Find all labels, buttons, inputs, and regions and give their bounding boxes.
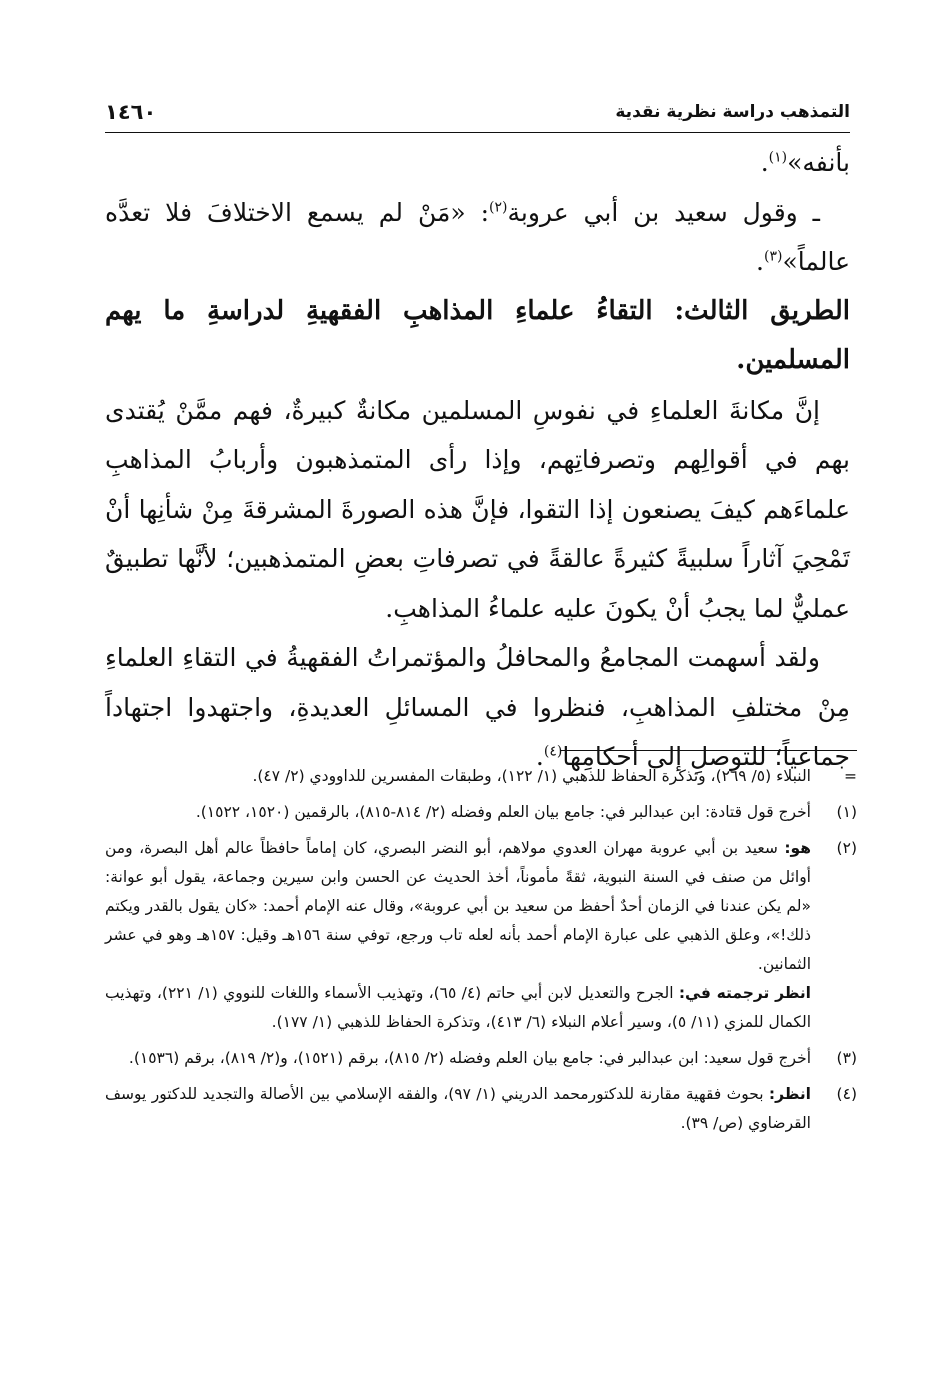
running-title: التمذهب دراسة نظرية نقدية — [615, 102, 850, 122]
paragraph-2-part2: : «مَنْ لم يسمع الاختلافَ فلا تعدَّه عالماً» — [105, 197, 850, 276]
paragraph-1-end: . — [760, 148, 769, 177]
footnote-label-2: انظر ترجمته في: — [678, 984, 811, 1002]
page-header — [105, 98, 850, 133]
paragraph-2-part1: ـ وقول سعيد بن أبي عروبة — [507, 197, 820, 227]
footnote-4 — [105, 1080, 857, 1138]
footnote-text: أخرج قول قتادة: ابن عبدالبر في: جامع بيان العلم وفضله (٢/ ٨١٤-٨١٥)، بالرقمين (١٥٢٠، ١٥٢٢). — [195, 803, 811, 821]
section-heading: الطريق الثالث: التقاءُ علماءِ المذاهبِ الفقهيةِ لدراسةِ ما يهم المسلمين. — [105, 295, 850, 375]
footnotes — [105, 762, 857, 1145]
footnote-body-2: الجرح والتعديل لابن أبي حاتم (٤/ ٦٥)، وتهذيب الأسماء واللغات للنووي (١/ ٢٢١)، وتهذيب الكمال للمزي (١١/ ٥)، وسير أعلام النبلاء (٦/ ٤١٣)، وتذكرة الحفاظ للذهبي (١/ ١٧٧). — [105, 984, 811, 1031]
footnote-marker: (٢) — [836, 839, 857, 857]
footnote-marker: (٣) — [836, 1049, 857, 1067]
footnote-ref-3: (٣) — [764, 248, 783, 265]
footnote-text — [105, 1080, 811, 1138]
paragraph-4-text: ولقد أسهمت المجامعُ والمحافلُ والمؤتمراتُ الفقهيةُ في التقاءِ العلماءِ مِنْ مختلفِ المذاهبِ، فنظروا في المسائلِ العديدةِ، واجتهدوا اجتهاداً جماعياً؛ للتوصلِ إلى أحكامِها — [105, 643, 850, 771]
page-number: ١٤٦٠ — [105, 100, 157, 124]
footnote-marker: (١) — [836, 803, 857, 821]
footnote-body: سعيد بن أبي عروبة مهران العدوي مولاهم، أبو النضر البصري، كان إماماً حافظاً عالم أهل البصرة، ومن أوائل من صنف في السنة النبوية، ثقةً مأموناً، أخذ الحديث عن الحسن وابن سيرين وجماعة، يقول أبو عوانة: «لم يكن عندنا في الزمان أحدٌ أحفظ من سعيد بن أبي عروبة»، وقال عنه الإمام أحمد: «كان يقول بالقدر ويكتم ذلك!»، وعلق الذهبي على عبارة الإمام أحمد بأنه لعله تاب ورجع، توفي سنة ١٥٦هـ وقيل: ١٥٧هـ وهو في عشر الثمانين. — [105, 839, 811, 973]
footnote-label: هو: — [784, 839, 811, 857]
footnote-2 — [105, 834, 857, 1037]
paragraph-4 — [105, 633, 850, 782]
footnote-marker: (٤) — [836, 1085, 857, 1103]
footnote-ref-2: (٢) — [489, 199, 508, 216]
paragraph-1 — [105, 138, 850, 188]
paragraph-2 — [105, 188, 850, 287]
footnote-text: النبلاء (٥/ ٢٦٩)، وتذكرة الحفاظ للذهبي (١/ ١٢٢)، وطبقات المفسرين للداوودي (٢/ ٤٧). — [252, 767, 811, 785]
footnote-marker: = — [844, 767, 857, 785]
footnote-divider — [560, 750, 857, 751]
paragraph-4-end: . — [535, 742, 544, 771]
footnote-continuation — [105, 762, 857, 791]
paragraph-2-end: . — [756, 247, 764, 276]
main-text — [105, 138, 850, 782]
footnote-3 — [105, 1044, 857, 1073]
footnote-ref-4: (٤) — [543, 743, 563, 760]
footnote-text: أخرج قول سعيد: ابن عبدالبر في: جامع بيان العلم وفضله (٢/ ٨١٥)، برقم (١٥٢١)، و(٢/ ٨١٩)، برقم (١٥٣٦). — [128, 1049, 811, 1067]
footnote-ref-1: (١) — [768, 149, 788, 166]
footnote-body: بحوث فقهية مقارنة للدكتورمحمد الدريني (١/ ٩٧)، والفقه الإسلامي بين الأصالة والتجديد للدكتور يوسف القرضاوي (ص/ ٣٩). — [105, 1085, 811, 1132]
paragraph-3: إنَّ مكانةَ العلماءِ في نفوسِ المسلمين مكانةٌ كبيرةٌ، فهم ممَّنْ يُقتدى بهم في أقوالِهم وتصرفاتِهم، وإذا رأى المتمذهبون وأربابُ المذاهبِ علماءَهم كيفَ يصنعون إذا التقوا، فإنَّ هذه الصورةَ المشرقةَ مِنْ شأنِها أنْ تَمْحِيَ آثاراً سلبيةً كثيرةً عالقةً في تصرفاتِ بعضِ المتمذهبين؛ لأنَّها تطبيقٌ عمليٌّ لما يجبُ أنْ يكونَ عليه علماءُ المذاهبِ. — [105, 395, 850, 623]
footnote-text — [105, 834, 811, 1037]
footnote-label: انظر: — [768, 1085, 811, 1103]
paragraph-1-text: بأنفه» — [787, 148, 850, 177]
footnote-1 — [105, 798, 857, 827]
